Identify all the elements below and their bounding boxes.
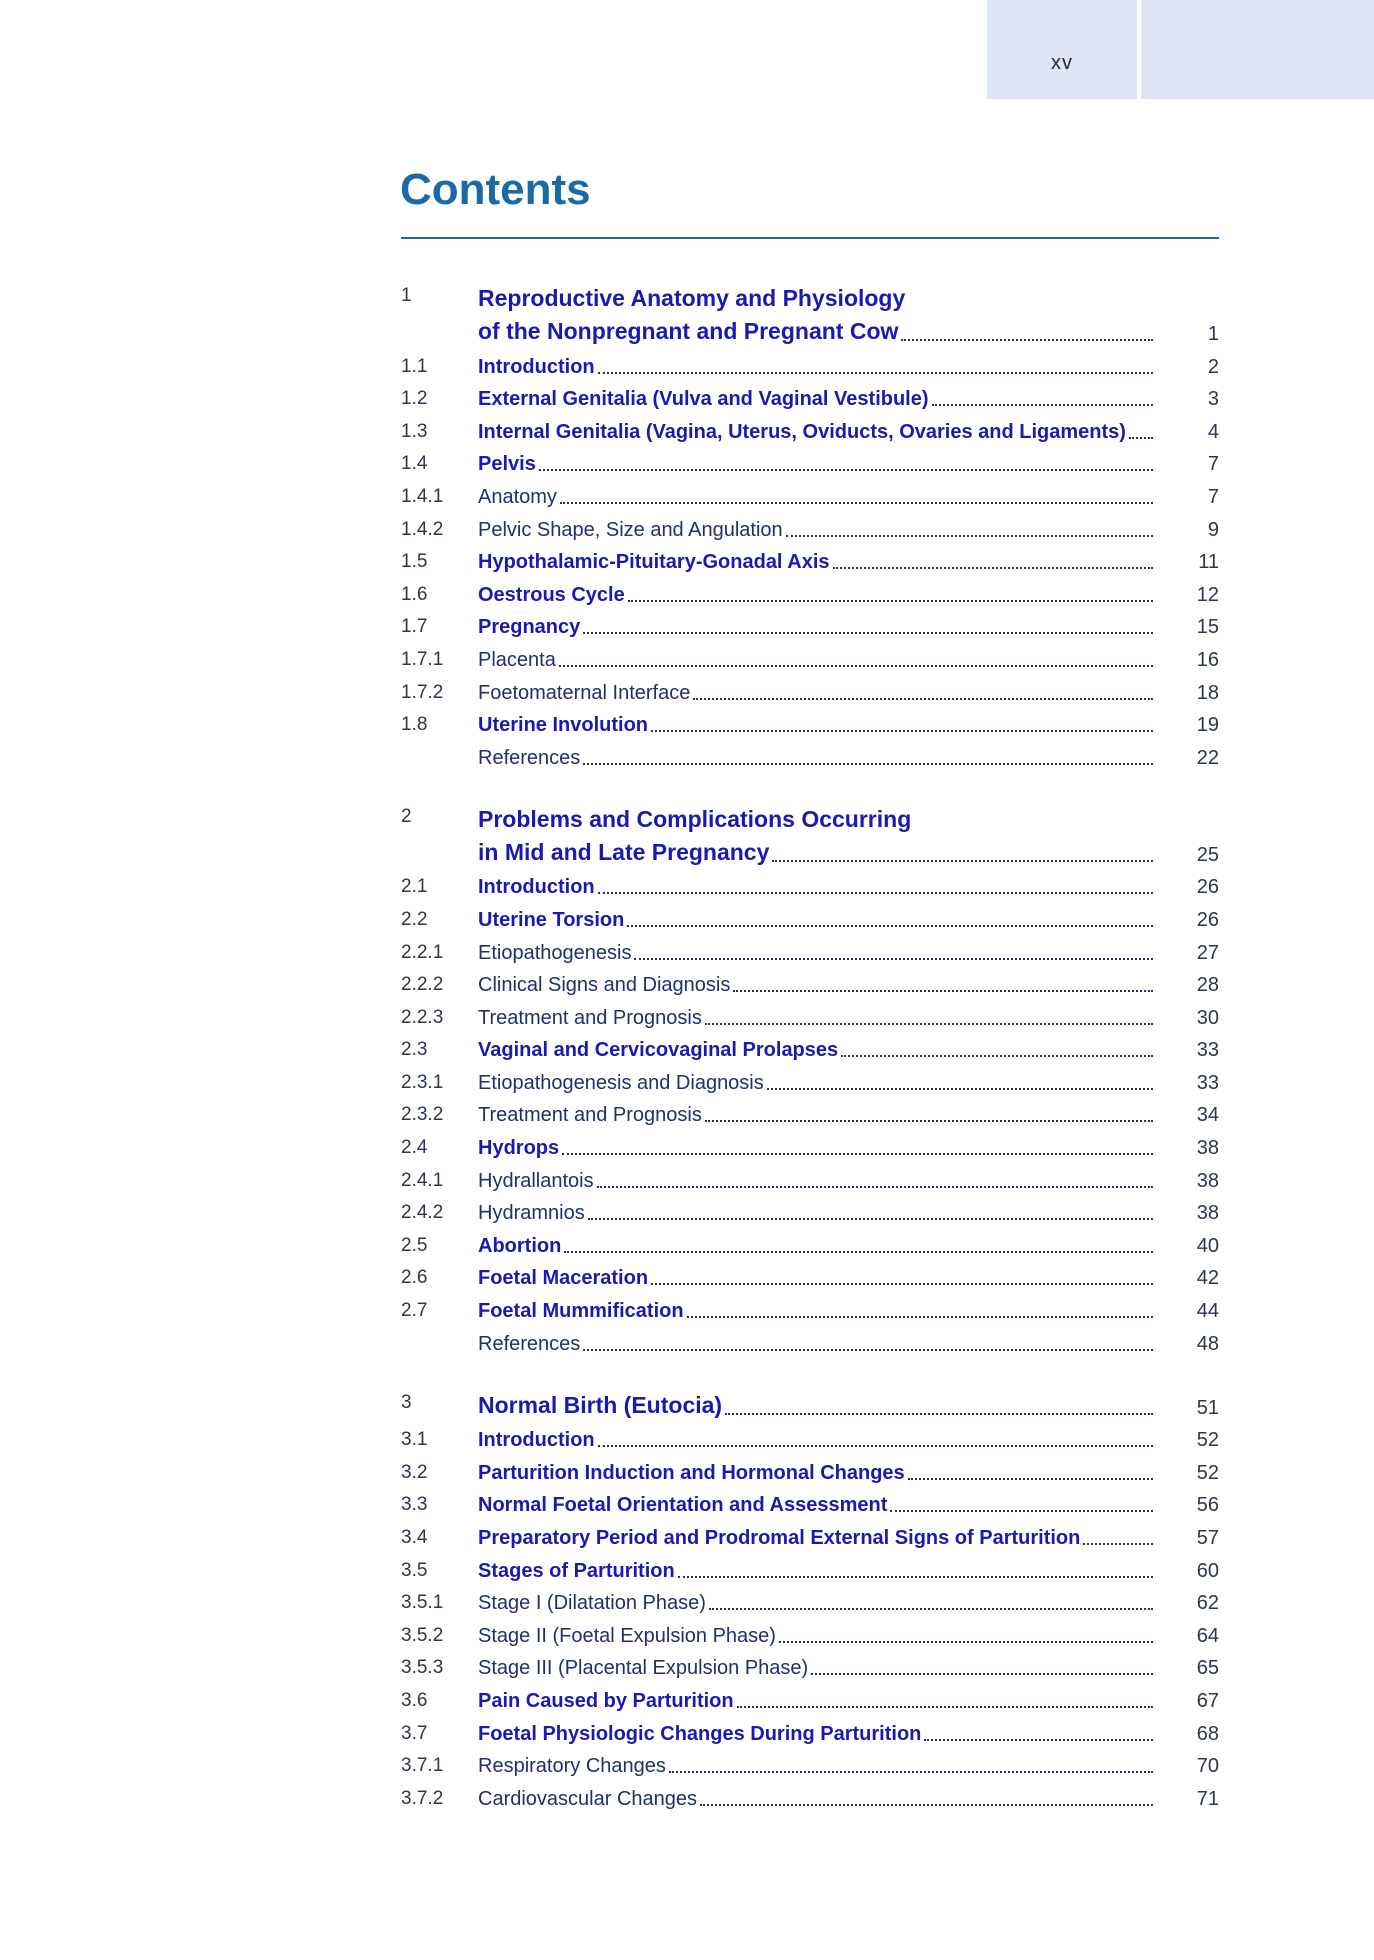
toc-entry-number: 1.7.2: [401, 681, 444, 703]
dot-leader: [598, 892, 1153, 894]
toc-entry-title: Pelvis: [478, 453, 536, 476]
toc-entry[interactable]: [401, 869, 1219, 902]
toc-entry-number: 1.2: [401, 388, 428, 410]
toc-entry-page: 2: [1207, 355, 1219, 378]
toc-entry-title: Hypothalamic-Pituitary-Gonadal Axis: [478, 551, 830, 574]
toc-entry-page: 27: [1196, 941, 1219, 964]
toc-entry-title: Foetomaternal Interface: [478, 681, 691, 704]
page-title: Contents: [400, 165, 591, 214]
toc-entry-title-cell: [478, 744, 1153, 772]
toc-entry[interactable]: [401, 381, 1219, 414]
toc-entry-page: 71: [1196, 1787, 1219, 1810]
dot-leader: [786, 535, 1153, 537]
toc-entry-title-cell: [478, 1167, 1153, 1195]
toc-entry-number: 3.3: [401, 1494, 428, 1516]
toc-entry-number: 2.2: [401, 908, 428, 930]
toc-entry-number: 2.2.1: [401, 941, 444, 963]
dot-leader: [678, 1576, 1153, 1578]
toc-entry[interactable]: [401, 1519, 1219, 1552]
dot-leader: [687, 1316, 1153, 1318]
toc-entry-title-cell: [478, 1687, 1153, 1715]
toc-entry-title-cell: [478, 548, 1153, 576]
header-tab-right: [1141, 0, 1374, 99]
toc-entry-number: 2.6: [401, 1267, 428, 1289]
dot-leader: [811, 1673, 1153, 1675]
toc-entry-page: 68: [1196, 1722, 1219, 1745]
toc-entry[interactable]: [401, 1227, 1219, 1260]
dot-leader: [1083, 1543, 1153, 1545]
toc-entry-number: 2.2.2: [401, 974, 444, 996]
toc-entry-title-cell: [478, 711, 1153, 739]
toc-entry-title-cell: [478, 906, 1153, 934]
toc-entry-page: 64: [1196, 1624, 1219, 1647]
dot-leader: [597, 1186, 1153, 1188]
table-of-contents: [401, 282, 1219, 1813]
toc-entry-title-cell: [478, 385, 1153, 413]
toc-entry[interactable]: [401, 511, 1219, 544]
dot-leader: [634, 958, 1153, 960]
toc-entry-title-cell: [478, 1557, 1153, 1585]
dot-leader: [779, 1641, 1153, 1643]
toc-entry-number: 1.6: [401, 583, 428, 605]
toc-entry-title-cell: [478, 1264, 1153, 1292]
toc-entry-title-cell: [478, 1622, 1153, 1650]
toc-entry-number: 3.5.2: [401, 1624, 444, 1646]
toc-entry-page: 52: [1196, 1461, 1219, 1484]
toc-entry-page: 26: [1196, 908, 1219, 931]
toc-entry[interactable]: [401, 544, 1219, 577]
toc-entry[interactable]: [401, 1195, 1219, 1228]
toc-entry-page: 30: [1196, 1006, 1219, 1029]
dot-leader: [693, 698, 1153, 700]
toc-entry-title-cell: [478, 679, 1153, 707]
toc-entry-page: 28: [1196, 974, 1219, 997]
toc-entry-title: Pregnancy: [478, 616, 581, 639]
toc-entry-title-cell: [478, 971, 1153, 999]
dot-leader: [841, 1055, 1153, 1057]
toc-entry-page: 25: [1196, 843, 1219, 866]
toc-entry-title: Anatomy: [478, 485, 557, 508]
toc-entry-title-cell: [478, 1069, 1153, 1097]
toc-entry-number: 1.4: [401, 453, 428, 475]
toc-entry-title-cell: [478, 1524, 1153, 1552]
dot-leader: [559, 665, 1153, 667]
toc-entry-page: 38: [1196, 1137, 1219, 1160]
dot-leader: [908, 1478, 1153, 1480]
toc-entry-page: 42: [1196, 1267, 1219, 1290]
toc-entry[interactable]: [401, 901, 1219, 934]
toc-entry[interactable]: [401, 1064, 1219, 1097]
toc-entry-title-cell: [478, 1199, 1153, 1227]
toc-entry[interactable]: [401, 1032, 1219, 1065]
toc-entry[interactable]: [401, 641, 1219, 674]
toc-entry-title-cell: [478, 646, 1153, 674]
toc-entry-title: Uterine Torsion: [478, 908, 625, 931]
toc-entry[interactable]: [401, 1748, 1219, 1781]
toc-entry-title-cell: [478, 1491, 1153, 1519]
toc-entry-number: 2.3.2: [401, 1104, 444, 1126]
toc-entry-title: Pelvic Shape, Size and Angulation: [478, 518, 783, 541]
toc-entry-title: Stages of Parturition: [478, 1559, 675, 1582]
toc-entry-number: 3.2: [401, 1461, 428, 1483]
toc-entry-title-cell: [478, 483, 1153, 511]
dot-leader: [890, 1510, 1153, 1512]
toc-entry-title: Foetal Mummification: [478, 1300, 684, 1323]
toc-entry[interactable]: [401, 1260, 1219, 1293]
dot-leader: [709, 1608, 1153, 1610]
toc-entry-number: 3.7.2: [401, 1787, 444, 1809]
toc-entry-number: 3.7.1: [401, 1755, 444, 1777]
toc-entry-title-cell: [478, 939, 1153, 967]
toc-chapter-entry[interactable]: [401, 1389, 1219, 1422]
toc-entry-number: 2.3: [401, 1039, 428, 1061]
toc-entry-title: Introduction: [478, 355, 595, 378]
toc-entry-title-cell: [478, 1389, 1153, 1422]
dot-leader: [628, 600, 1153, 602]
toc-entry[interactable]: [401, 1585, 1219, 1618]
toc-entry-number: 3: [401, 1391, 412, 1413]
toc-entry-title: Pain Caused by Parturition: [478, 1689, 734, 1712]
toc-entry-page: 67: [1196, 1689, 1219, 1712]
toc-chapter-title-line2: in Mid and Late Pregnancy: [478, 838, 770, 865]
toc-entry-title: Uterine Involution: [478, 714, 648, 737]
dot-leader: [598, 372, 1153, 374]
toc-entry-page: 22: [1196, 746, 1219, 769]
toc-entry-title-cell: [478, 1785, 1153, 1813]
toc-entry-number: 2.5: [401, 1234, 428, 1256]
dot-leader: [583, 1349, 1153, 1351]
dot-leader: [833, 567, 1153, 569]
dot-leader: [1129, 437, 1153, 439]
dot-leader: [669, 1771, 1153, 1773]
toc-entry-page: 40: [1196, 1234, 1219, 1257]
toc-entry-number: 1.4.1: [401, 485, 444, 507]
toc-entry-title: External Genitalia (Vulva and Vaginal Vestibule): [478, 388, 929, 411]
toc-entry-title-cell: [478, 1297, 1153, 1325]
toc-entry-title-cell: [478, 1752, 1153, 1780]
toc-entry[interactable]: [401, 739, 1219, 772]
toc-entry[interactable]: [401, 1162, 1219, 1195]
toc-chapter-entry[interactable]: [401, 803, 1219, 869]
dot-leader: [737, 1706, 1153, 1708]
toc-entry[interactable]: [401, 1422, 1219, 1455]
dot-leader: [539, 469, 1153, 471]
toc-entry[interactable]: [401, 413, 1219, 446]
toc-chapter-entry[interactable]: [401, 282, 1219, 348]
toc-entry-number: 3.4: [401, 1527, 428, 1548]
toc-entry-title: Etiopathogenesis and Diagnosis: [478, 1071, 764, 1094]
toc-entry-title: Respiratory Changes: [478, 1755, 666, 1778]
toc-entry[interactable]: [401, 707, 1219, 740]
toc-entry[interactable]: [401, 967, 1219, 1000]
toc-entry-title-cell: [478, 1589, 1153, 1617]
dot-leader: [767, 1088, 1153, 1090]
toc-entry-page: 51: [1196, 1396, 1219, 1419]
toc-entry-title: Hydramnios: [478, 1202, 585, 1225]
toc-entry-page: 26: [1196, 876, 1219, 899]
toc-entry-number: 1.7.1: [401, 648, 444, 670]
dot-leader: [583, 632, 1153, 634]
toc-entry-title: Stage II (Foetal Expulsion Phase): [478, 1624, 776, 1647]
toc-entry-number: 1.1: [401, 355, 428, 377]
header-tab-left: [987, 0, 1137, 99]
toc-entry-title-cell: [478, 282, 1153, 348]
toc-entry[interactable]: [401, 1780, 1219, 1813]
toc-entry-page: 11: [1198, 551, 1219, 574]
toc-entry-page: 34: [1196, 1104, 1219, 1127]
toc-entry-title: Etiopathogenesis: [478, 941, 632, 964]
toc-entry-title: Stage III (Placental Expulsion Phase): [478, 1657, 809, 1680]
toc-entry-page: 62: [1196, 1592, 1219, 1615]
toc-entry-page: 56: [1196, 1494, 1219, 1517]
toc-entry-page: 48: [1196, 1332, 1219, 1355]
toc-entry-title: Treatment and Prognosis: [478, 1104, 702, 1127]
toc-entry-title-cell: [478, 450, 1153, 478]
toc-entry[interactable]: [401, 609, 1219, 642]
toc-entry[interactable]: [401, 446, 1219, 479]
toc-entry-title-cell: [478, 1004, 1153, 1032]
toc-entry-page: 16: [1196, 648, 1219, 671]
toc-entry-title: Foetal Physiologic Changes During Parturition: [478, 1722, 922, 1745]
toc-entry[interactable]: [401, 1682, 1219, 1715]
toc-chapter-title-line1: Problems and Complications Occurring: [478, 805, 912, 832]
toc-chapter-title-line2-row: [478, 836, 1153, 869]
toc-entry-page: 7: [1207, 485, 1219, 508]
toc-entry-page: 3: [1207, 388, 1219, 411]
toc-entry[interactable]: [401, 576, 1219, 609]
toc-entry-title: Parturition Induction and Hormonal Changes: [478, 1461, 905, 1484]
toc-entry-title-cell: [478, 581, 1153, 609]
dot-leader: [725, 1413, 1153, 1415]
dot-leader: [627, 925, 1153, 927]
dot-leader: [932, 404, 1153, 406]
toc-entry-number: 3.7: [401, 1722, 428, 1744]
dot-leader: [583, 763, 1153, 765]
toc-entry-number: 2.1: [401, 876, 428, 898]
toc-entry-page: 52: [1196, 1429, 1219, 1452]
toc-entry-number: 3.1: [401, 1429, 428, 1451]
toc-entry-title-cell: [478, 516, 1153, 544]
toc-entry-title: Treatment and Prognosis: [478, 1006, 702, 1029]
dot-leader: [772, 860, 1153, 862]
dot-leader: [562, 1153, 1153, 1155]
toc-entry-number: 3.5: [401, 1559, 428, 1581]
toc-entry-title-cell: [478, 1330, 1153, 1358]
toc-entry-number: 1.4.2: [401, 518, 444, 540]
toc-entry-title-cell: [478, 873, 1153, 901]
toc-entry-title: Introduction: [478, 876, 595, 899]
toc-entry-title: Placenta: [478, 648, 556, 671]
toc-entry-title: Abortion: [478, 1234, 562, 1257]
toc-entry[interactable]: [401, 1715, 1219, 1748]
toc-entry-number: 2.2.3: [401, 1006, 444, 1028]
toc-entry[interactable]: [401, 1650, 1219, 1683]
toc-chapter-title-line1: Reproductive Anatomy and Physiology: [478, 285, 906, 311]
dot-leader: [700, 1804, 1153, 1806]
toc-entry-page: 44: [1196, 1300, 1219, 1323]
toc-entry[interactable]: [401, 1325, 1219, 1358]
toc-entry-page: 4: [1207, 420, 1219, 443]
toc-entry-title: Hydrallantois: [478, 1169, 594, 1192]
toc-entry-title: Normal Birth (Eutocia): [478, 1391, 723, 1418]
toc-entry-number: 3.6: [401, 1689, 428, 1711]
toc-entry-number: 2.4.2: [401, 1202, 444, 1224]
toc-entry-page: 60: [1196, 1559, 1219, 1582]
dot-leader: [901, 339, 1153, 341]
toc-entry-title-cell: [478, 353, 1153, 381]
toc-chapter-title-line2: of the Nonpregnant and Pregnant Cow: [478, 318, 899, 344]
toc-chapter-title-line2-row: [478, 315, 1153, 348]
toc-entry-title: Normal Foetal Orientation and Assessment: [478, 1494, 888, 1517]
title-divider: [401, 237, 1219, 239]
toc-entry-number: 2.4: [401, 1137, 428, 1159]
toc-entry-title: References: [478, 1332, 581, 1355]
toc-entry[interactable]: [401, 1129, 1219, 1162]
dot-leader: [705, 1023, 1153, 1025]
toc-entry[interactable]: [401, 1097, 1219, 1130]
toc-entry-title: Vaginal and Cervicovaginal Prolapses: [478, 1039, 839, 1062]
toc-entry-page: 15: [1196, 616, 1219, 639]
toc-entry-page: 19: [1196, 714, 1219, 737]
toc-entry-title-cell: [478, 1654, 1153, 1682]
toc-entry[interactable]: [401, 1617, 1219, 1650]
toc-chapter-title-block: [478, 282, 1153, 348]
toc-entry[interactable]: [401, 478, 1219, 511]
toc-entry-page: 65: [1196, 1657, 1219, 1680]
toc-entry-number: 1.7: [401, 616, 428, 638]
toc-entry-page: 57: [1196, 1527, 1219, 1549]
dot-leader: [598, 1445, 1153, 1447]
dot-leader: [588, 1218, 1153, 1220]
toc-entry-title-cell: [478, 418, 1153, 446]
toc-entry-title-cell: [478, 1232, 1153, 1260]
toc-entry-page: 9: [1207, 518, 1219, 541]
toc-entry-title: Clinical Signs and Diagnosis: [478, 974, 731, 997]
dot-leader: [651, 730, 1153, 732]
toc-entry-number: 2: [401, 805, 412, 827]
toc-chapter-title-block: [478, 803, 1153, 869]
dot-leader: [733, 990, 1153, 992]
toc-entry-number: 3.5.3: [401, 1657, 444, 1679]
toc-entry-title: Stage I (Dilatation Phase): [478, 1592, 706, 1615]
toc-entry[interactable]: [401, 934, 1219, 967]
toc-entry-title: Internal Genitalia (Vagina, Uterus, Oviducts, Ovaries and Ligaments): [478, 420, 1126, 443]
toc-entry[interactable]: [401, 999, 1219, 1032]
toc-entry-number: 2.7: [401, 1300, 428, 1322]
toc-entry-page: 38: [1196, 1169, 1219, 1192]
dot-leader: [924, 1739, 1153, 1741]
toc-entry-title: Preparatory Period and Prodromal External Signs of Parturition: [478, 1527, 1081, 1549]
toc-entry-page: 33: [1196, 1039, 1219, 1062]
toc-entry-title-cell: [478, 1459, 1153, 1487]
toc-entry[interactable]: [401, 1454, 1219, 1487]
toc-entry-title: References: [478, 746, 581, 769]
toc-entry-number: 1: [401, 285, 412, 306]
toc-entry-page: 33: [1196, 1071, 1219, 1094]
toc-entry-number: 1.5: [401, 551, 428, 573]
toc-entry-page: 18: [1196, 681, 1219, 704]
toc-entry-title: Hydrops: [478, 1137, 560, 1160]
toc-entry-number: 1.8: [401, 714, 428, 736]
toc-entry-number: 2.4.1: [401, 1169, 444, 1191]
toc-entry-number: 3.5.1: [401, 1592, 444, 1614]
toc-entry-title-cell: [478, 1720, 1153, 1748]
toc-entry[interactable]: [401, 1552, 1219, 1585]
toc-entry-title: Oestrous Cycle: [478, 583, 625, 606]
toc-entry-title-cell: [478, 1426, 1153, 1454]
toc-entry-title-cell: [478, 1036, 1153, 1064]
page-number: xv: [1051, 52, 1073, 74]
toc-entry-page: 7: [1207, 453, 1219, 476]
toc-entry-title-cell: [478, 803, 1153, 869]
dot-leader: [560, 502, 1153, 504]
toc-entry-number: 1.3: [401, 420, 428, 442]
toc-entry-page: 38: [1196, 1202, 1219, 1225]
toc-entry-title: Foetal Maceration: [478, 1267, 649, 1290]
toc-entry[interactable]: [401, 674, 1219, 707]
toc-entry-page: 1: [1207, 323, 1219, 345]
toc-entry-title-cell: [478, 1101, 1153, 1129]
dot-leader: [705, 1120, 1153, 1122]
dot-leader: [651, 1283, 1153, 1285]
toc-entry-page: 70: [1196, 1755, 1219, 1778]
toc-entry-page: 12: [1196, 583, 1219, 606]
toc-entry[interactable]: [401, 1487, 1219, 1520]
toc-entry-number: 2.3.1: [401, 1071, 444, 1093]
toc-entry-title: Cardiovascular Changes: [478, 1787, 698, 1810]
toc-entry[interactable]: [401, 348, 1219, 381]
dot-leader: [564, 1251, 1153, 1253]
toc-entry[interactable]: [401, 1292, 1219, 1325]
toc-entry-title-cell: [478, 613, 1153, 641]
toc-entry-title-cell: [478, 1134, 1153, 1162]
toc-entry-title: Introduction: [478, 1429, 595, 1452]
